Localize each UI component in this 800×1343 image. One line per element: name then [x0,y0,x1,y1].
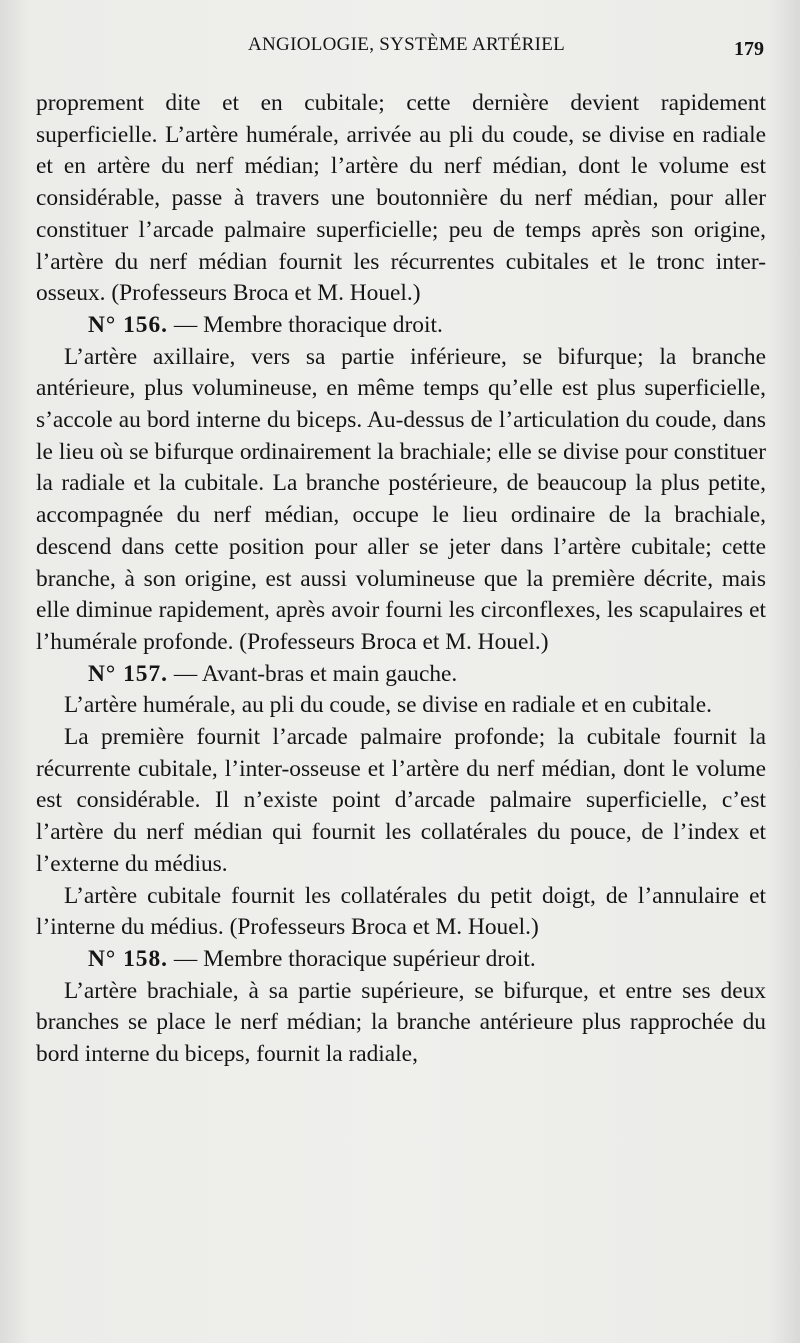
entry-heading [36,659,766,691]
body-paragraph: proprement dite et en cubitale; cette dernière devient rapidement superficielle. L’artère humérale, arrivée au pli du coude, se divise en radiale et en artère du nerf médian; l’artère du nerf médian, dont le volume est considérable, passe à travers une boutonnière du nerf médian, pour aller constituer l’arcade palmaire superficielle; peu de temps après son origine, l’artère du nerf médian fournit les récurrentes cubitales et le tronc inter-osseux. (Professeurs Broca et M. Houel.) [36,90,766,307]
entry-number: N° 157. [88,660,169,687]
entry-156 [36,310,766,659]
entry-heading [36,944,766,976]
entry-number: N° 158. [88,945,169,972]
body-paragraph: L’artère humérale, au pli du coude, se divise en radiale et en cubitale. [64,692,712,719]
running-title: ANGIOLOGIE, SYSTÈME ARTÉRIEL [248,34,566,55]
entry-title: — Membre thoracique supérieur droit. [168,945,536,972]
page-body [36,88,766,1071]
body-paragraph: L’artère axillaire, vers sa partie inférieure, se bifurque; la branche antérieure, plus volumineuse, en même temps qu’elle est plus superficielle, s’accole au bord interne du biceps. Au-dessus de l’articulation du coude, dans le lieu où se bifurque ordinairement la brachiale; elle se divise pour constituer la radiale et la cubitale. La branche postérieure, de beaucoup la plus petite, accompagnée du nerf médian, occupe le lieu ordinaire de la brachiale, descend dans cette position pour aller se jeter dans l’artère cubitale; cette branche, à son origine, est aussi volumineuse que la première décrite, mais elle diminue rapidement, après avoir fourni les circonflexes, les scapulaires et l’humérale profonde. (Professeurs Broca et M. Houel.) [36,343,766,655]
page-number: 179 [734,38,764,60]
body-paragraph: L’artère cubitale fournit les collatérales du petit doigt, de l’annulaire et l’interne du médius. (Professeurs Broca et M. Houel.) [36,882,766,941]
entry-158 [36,944,766,1071]
page-header [30,34,770,64]
entry-heading [36,310,766,342]
entry-number: N° 156. [88,311,169,338]
entry-title: — Membre thoracique droit. [168,311,443,338]
entry-157 [36,659,766,944]
entry-title: — Avant-bras et main gauche. [168,660,458,687]
body-paragraph: La première fournit l’arcade palmaire profonde; la cubitale fournit la récurrente cubitale, l’inter-osseuse et l’artère du nerf médian, dont le volume est considérable. Il n’existe point d’arcade palmaire superficielle, c’est l’artère du nerf médian qui fournit les collatérales du pouce, de l’index et l’externe du médius. [36,724,766,877]
body-paragraph: L’artère brachiale, à sa partie supérieure, se bifurque, et entre ses deux branches se place le nerf médian; la branche antérieure plus rapprochée du bord interne du biceps, fournit la radiale, [36,977,766,1068]
